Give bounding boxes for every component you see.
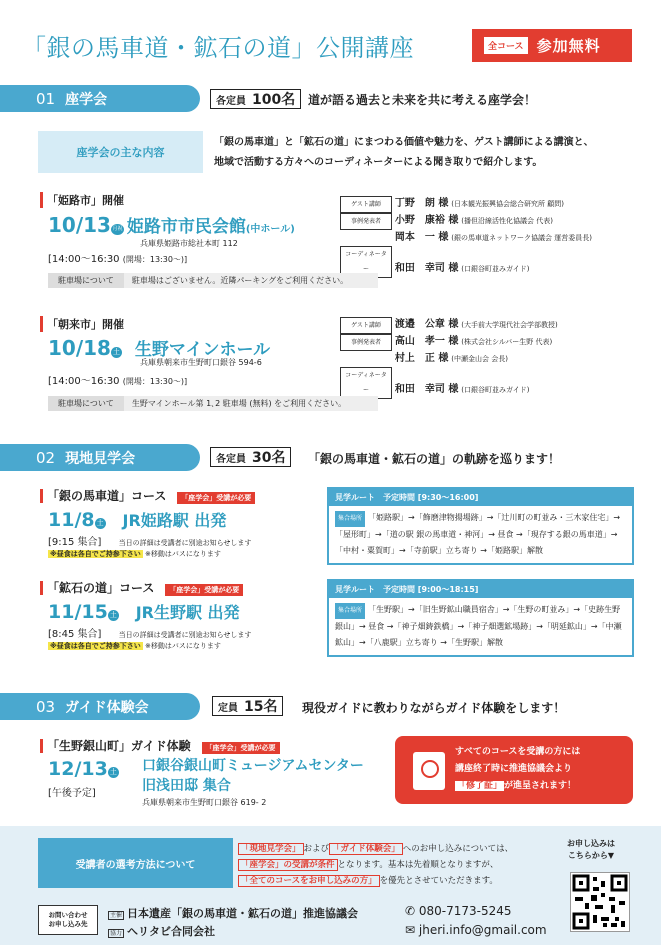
venue-tag: 「朝来市」開催 <box>40 316 124 332</box>
section-label: ガイド体験会 <box>65 699 149 716</box>
venue-address: 兵庫県朝来市生野町口銀谷 594-6 <box>140 358 262 367</box>
speaker-name: 丁野 朗 様 <box>394 198 449 209</box>
meet-row <box>48 625 251 640</box>
speaker-name: 岡本 一 様 <box>394 232 449 243</box>
content-heading: 座学会の主な内容 <box>38 131 203 173</box>
contact-label <box>38 905 98 935</box>
capacity-value: 100名 <box>252 92 296 108</box>
organizer <box>108 905 358 921</box>
requirement-badge: 「座学会」受講が必要 <box>177 492 255 504</box>
section-label: 座学会 <box>65 91 108 108</box>
route-box <box>327 487 634 565</box>
meet-tag: 集合場所 <box>335 511 365 527</box>
phone-contact[interactable] <box>405 904 512 918</box>
weekday-badge: 月祝 <box>111 224 124 235</box>
parking-info <box>48 396 378 411</box>
requirement-badge: 「座学会」受講が必要 <box>202 742 280 754</box>
meet-tag: 集合場所 <box>335 603 365 619</box>
venue-name: 姫路市市民会館 <box>126 217 246 237</box>
weekday-badge: 土 <box>109 611 117 619</box>
field-trip-label: 「現地見学会」 <box>238 843 304 855</box>
parking-text: 駐車場はございません。近隣パーキングをご利用ください。 <box>131 276 349 285</box>
venue-name: 生野マインホール <box>134 340 271 360</box>
speaker-row <box>340 351 650 367</box>
route-box <box>327 579 634 657</box>
certificate-icon <box>413 752 445 790</box>
weekday-badge: 土 <box>96 519 104 527</box>
parking-label: 駐車場について <box>48 396 124 411</box>
section-lead: 道が語る過去と未来を共に考える座学会！ <box>308 93 537 107</box>
meet-row <box>48 533 251 548</box>
speaker-name: 渡邉 公章 様 <box>394 319 459 330</box>
capacity-label: 各定員 <box>216 453 246 465</box>
coop-name: ヘリタビ合同会社 <box>127 925 216 938</box>
speaker-name: 小野 康裕 様 <box>394 215 459 226</box>
capacity-box <box>210 89 301 109</box>
speaker-org: (株式会社シルバー生野 代表) <box>461 338 553 346</box>
bus-note: ※移動はバスになります <box>145 550 221 558</box>
speaker-org: (口銀谷町並みガイド) <box>461 386 530 394</box>
weekday-badge: 土 <box>109 768 117 776</box>
lunch-row <box>48 549 221 559</box>
guide-label: 「ガイド体験会」 <box>329 843 403 855</box>
course-time: [午後予定] <box>48 788 96 799</box>
speaker-org: (日本観光振興協会総合研究所 顧問) <box>451 200 564 208</box>
venue-heading <box>48 212 295 237</box>
event-time <box>48 372 187 387</box>
qr-label <box>567 838 615 862</box>
capacity-box <box>212 696 283 716</box>
capacity-label: 各定員 <box>216 95 246 107</box>
capacity-label: 定員 <box>218 702 238 714</box>
speaker-row <box>340 230 650 246</box>
lunch-note: ※昼食は各自でご持参下さい <box>50 642 141 650</box>
priority-label: 「全てのコースをお申し込みの方」 <box>238 875 380 887</box>
course-name: 「銀の馬車道」コース <box>40 489 166 503</box>
cooperator <box>108 923 215 939</box>
host-name: 日本遺産「銀の馬車道・鉱石の道」推進協議会 <box>127 907 359 920</box>
parking-text: 生野マインホール第 1､2 駐車場 (無料) をご利用ください。 <box>131 399 347 408</box>
speaker-org: (銀の馬車道ネットワーク協議会 運営委員長) <box>451 234 592 242</box>
meeting-place-line: 口銀谷銀山町ミュージアムセンター <box>142 758 364 774</box>
route-text: 「生野駅」→「旧生野鉱山職員宿舎」→「生野の町並み」→「史跡生野銀山」→ 昼食 →「神子畑鋳鉄橋」→「神子畑選鉱場跡」→「明延鉱山」→「中瀬鉱山」→「八鹿駅」立ち寄り →「生野駅」解散 <box>335 605 622 647</box>
speaker-org: (播但沿線活性化協議会 代表) <box>461 217 553 225</box>
course-name: 「生野銀山町」ガイド体験 <box>40 739 191 753</box>
text: および <box>303 844 330 854</box>
phone-number: 080-7173-5245 <box>418 904 512 918</box>
contact-line: お問い合わせ <box>48 911 88 919</box>
selection-heading: 受講者の選考方法について <box>38 838 233 888</box>
speaker-org: (中瀬金山会 会長) <box>451 355 508 363</box>
course-date-row <box>48 758 119 780</box>
event-date: 10/18 <box>48 336 111 360</box>
speaker-name: 和田 幸司 様 <box>394 263 459 274</box>
speaker-name: 和田 幸司 様 <box>394 384 459 395</box>
selection-text <box>238 841 548 889</box>
course-date: 11/8 <box>48 509 95 531</box>
desc-line: 地域で活動する方々へのコーディネーターによる聞き取りで紹介します。 <box>214 157 543 168</box>
venue-address: 兵庫県姫路市総社本町 112 <box>140 239 238 248</box>
course-heading <box>40 579 243 596</box>
section-lead: 現役ガイドに教わりながらガイド体験をします！ <box>302 701 566 715</box>
speaker-role: コーディネーター <box>340 246 392 278</box>
certificate-label: 「修了証」 <box>457 781 503 791</box>
time-range: [14:00～16:30 <box>48 254 120 265</box>
notice-line: 講座終了時に推進協議会より <box>455 764 573 774</box>
meeting-place-line: 旧浅田邸 集合 <box>142 778 231 794</box>
certificate-notice <box>395 736 633 804</box>
all-course-tag: 全コース <box>484 37 528 54</box>
bus-note: ※移動はバスになります <box>145 642 221 650</box>
host-tag: 主催 <box>110 912 123 919</box>
qr-code[interactable] <box>570 872 630 932</box>
text: となります。基本は先着順となりますが、 <box>337 860 499 870</box>
course-date-row <box>48 508 226 531</box>
venue-tag: 「姫路市」開催 <box>40 192 124 208</box>
speaker-org: (口銀谷町並みガイド) <box>461 265 530 273</box>
event-time <box>48 250 187 265</box>
capacity-value: 15名 <box>244 699 278 715</box>
door-open: (開場：13:30～)] <box>122 255 188 264</box>
speaker-name: 村上 正 様 <box>394 353 449 364</box>
requirement-badge: 「座学会」受講が必要 <box>165 584 243 596</box>
departure: JR姫路駅 出発 <box>122 511 227 530</box>
course-heading <box>40 487 255 504</box>
section-02-bar <box>0 444 200 471</box>
speaker-row <box>340 246 650 278</box>
speaker-org: (大手前大学現代社会学部教授) <box>461 321 558 329</box>
speaker-row <box>340 334 650 351</box>
speaker-role: 事例発表者 <box>340 213 392 230</box>
course-date: 11/15 <box>48 601 108 623</box>
contact-line: お申し込み先 <box>48 920 88 928</box>
section-num: 02 <box>36 448 56 467</box>
route-heading: 見学ルート 予定時間 [9:00～18:15] <box>329 581 632 598</box>
lunch-note: ※昼食は各自でご持参下さい <box>50 550 141 558</box>
qr-code-icon <box>571 873 629 931</box>
content-description <box>214 133 644 173</box>
door-open: (開場：13:30～)] <box>122 377 188 386</box>
section-03-bar <box>0 693 200 720</box>
course-date-row <box>48 600 240 623</box>
section-01-bar <box>0 85 200 112</box>
text: を優先とさせていただきます。 <box>379 876 498 886</box>
section-lead: 「銀の馬車道・鉱石の道」の軌跡を巡ります！ <box>308 452 561 466</box>
qr-label-line: こちらから▼ <box>567 851 615 860</box>
mail-icon: ✉ <box>405 923 416 937</box>
course-date: 12/13 <box>48 758 108 780</box>
speaker-role: ゲスト講師 <box>340 317 392 334</box>
departure: JR生野駅 出発 <box>135 603 240 622</box>
free-label: 参加無料 <box>536 37 601 55</box>
event-date: 10/13 <box>48 213 111 237</box>
coop-tag: 協力 <box>110 930 123 937</box>
free-badge <box>472 29 632 62</box>
course-name: 「鉱石の道」コース <box>40 581 154 595</box>
route-text: 「姫路駅」→「飾磨津物揚場跡」→「辻川町の町並み・三木家住宅」→「屋形町」→「道の駅 銀の馬車道・神河」→ 昼食 →「現存する銀の馬車道」→「中村・粟賀町」→「寺前駅」立ち寄り →「姫路駅」解散 <box>335 513 621 555</box>
text: へのお申し込みについては、 <box>402 844 514 854</box>
speaker-role: 事例発表者 <box>340 334 392 351</box>
meeting-place <box>142 756 364 796</box>
notice-line: すべてのコースを受講の方には <box>455 747 581 757</box>
section-num: 03 <box>36 697 56 716</box>
capacity-box <box>210 447 291 467</box>
meet-time: [9:15 集合] <box>48 537 102 548</box>
qr-label-line: お申し込みは <box>567 839 615 848</box>
meet-time: [8:45 集合] <box>48 629 102 640</box>
parking-label: 駐車場について <box>48 273 124 288</box>
capacity-value: 30名 <box>252 450 286 466</box>
note: 当日の詳細は受講者に別途お知らせします <box>118 539 252 547</box>
notice-line: が進呈されます！ <box>504 781 577 791</box>
condition-label: 「座学会」の受講が条件 <box>238 859 338 871</box>
email-address: jheri.info@gmail.com <box>418 923 547 937</box>
note: 当日の詳細は受講者に別途お知らせします <box>118 631 252 639</box>
speaker-list <box>340 317 650 399</box>
page-title: 「銀の馬車道・鉱石の道」公開講座 <box>22 34 414 62</box>
lunch-row <box>48 641 221 651</box>
speaker-role: ゲスト講師 <box>340 196 392 213</box>
route-heading: 見学ルート 予定時間 [9:30～16:00] <box>329 489 632 506</box>
weekday-badge: 土 <box>112 348 120 356</box>
speaker-row <box>340 317 650 334</box>
speaker-row <box>340 196 650 213</box>
venue-suffix: (中ホール) <box>245 224 295 235</box>
email-contact[interactable] <box>405 923 547 937</box>
speaker-name: 高山 孝一 様 <box>394 336 459 347</box>
time-range: [14:00～16:30 <box>48 376 120 387</box>
course-heading <box>40 737 280 754</box>
venue-address: 兵庫県朝来市生野町口銀谷 619- 2 <box>142 798 267 807</box>
speaker-row <box>340 213 650 230</box>
section-num: 01 <box>36 89 56 108</box>
speaker-row <box>340 367 650 399</box>
desc-line: 「銀の馬車道」と「鉱石の道」にまつわる価値や魅力を、ゲスト講師による講演と、 <box>214 137 594 148</box>
speaker-role: コーディネーター <box>340 367 392 399</box>
section-label: 現地見学会 <box>65 450 136 467</box>
parking-info <box>48 273 378 288</box>
speaker-list <box>340 196 650 278</box>
phone-icon: ✆ <box>405 904 416 918</box>
